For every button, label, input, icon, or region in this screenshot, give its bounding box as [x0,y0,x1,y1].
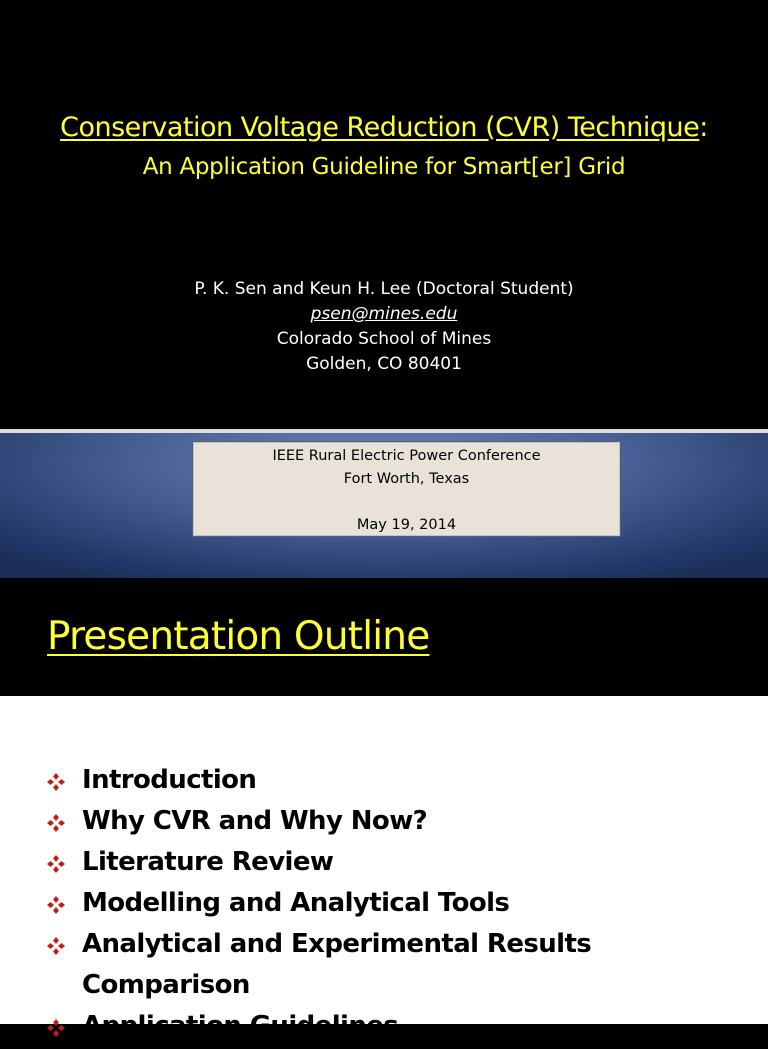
diamond-bullet-icon [46,772,66,792]
diamond-bullet-icon [46,936,66,956]
diamond-bullet-icon [46,854,66,874]
conference-place: Fort Worth, Texas [343,471,470,487]
list-item [0,844,768,885]
conference-name: IEEE Rural Electric Power Conference [272,448,541,464]
author-block [0,277,768,377]
slide-title [0,112,768,143]
author-email-link[interactable]: psen@mines.edu [310,304,458,324]
diamond-bullet-icon [46,895,66,915]
list-item-text: Why CVR and Why Now? [82,806,428,836]
conference-info-box [192,441,621,537]
list-item [0,926,768,967]
slide-title-colon: : [699,112,708,143]
diamond-bullet-icon [46,1018,66,1038]
institution-name: Colorado School of Mines [276,329,492,349]
list-item-text: Application Guidelines [82,1011,399,1041]
conference-spacer [193,491,620,514]
list-item-text: Analytical and Experimental Results [82,929,592,959]
slide-subtitle: An Application Guideline for Smart[er] Grid [142,154,626,180]
list-item-text: Comparison [82,970,250,1000]
list-item [0,885,768,926]
list-item-text: Modelling and Analytical Tools [82,888,510,918]
outline-title: Presentation Outline [47,614,430,659]
slide-title-underlined: Conservation Voltage Reduction (CVR) Technique [60,112,700,143]
list-item [0,762,768,803]
list-item [0,803,768,844]
list-item-text: Introduction [82,765,257,795]
diamond-bullet-icon [46,813,66,833]
list-item [0,1008,768,1049]
conference-date: May 19, 2014 [356,517,457,533]
author-names: P. K. Sen and Keun H. Lee (Doctoral Student) [194,279,574,299]
list-item-text: Literature Review [82,847,334,877]
institution-location: Golden, CO 80401 [306,354,462,374]
list-item-continuation [0,967,768,1008]
outline-list [0,762,768,1049]
